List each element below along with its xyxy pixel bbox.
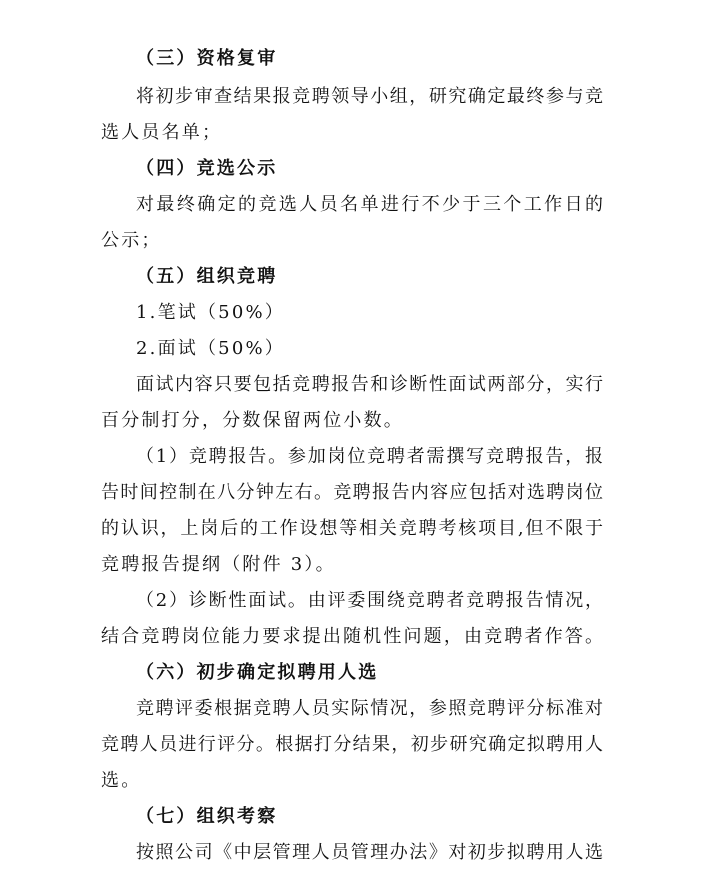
- paragraph-line: 竞聘人员进行评分。根据打分结果，初步研究确定拟聘用人: [101, 734, 603, 755]
- section-heading-preliminary-candidates: （六）初步确定拟聘用人选: [136, 662, 379, 683]
- paragraph-line: 选人员名单；: [101, 122, 223, 143]
- paragraph-line: 的认识，上岗后的工作设想等相关竞聘考核项目,但不限于: [101, 518, 603, 539]
- list-item-interview: 2.面试（50%）: [136, 338, 285, 359]
- paragraph-line: 选。: [101, 770, 142, 791]
- paragraph-line: 对最终确定的竞选人员名单进行不少于三个工作日的: [136, 194, 603, 215]
- paragraph-line: 告时间控制在八分钟左右。竞聘报告内容应包括对选聘岗位: [101, 482, 603, 503]
- section-heading-organize-competition: （五）组织竞聘: [136, 266, 278, 287]
- list-item-written-test: 1.笔试（50%）: [136, 302, 285, 323]
- paragraph-line: （1）竞聘报告。参加岗位竞聘者需撰写竞聘报告，报: [136, 446, 603, 467]
- paragraph-line: 将初步审查结果报竞聘领导小组，研究确定最终参与竞: [136, 86, 603, 107]
- section-heading-public-notice: （四）竞选公示: [136, 158, 278, 179]
- paragraph-line: 竞聘报告提纲（附件 3）。: [101, 554, 336, 575]
- paragraph-line: （2）诊断性面试。由评委围绕竞聘者竞聘报告情况，: [136, 590, 603, 611]
- section-heading-organize-inspection: （七）组织考察: [136, 806, 278, 827]
- paragraph-line: 按照公司《中层管理人员管理办法》对初步拟聘用人选: [136, 842, 603, 863]
- section-heading-qualification-review: （三）资格复审: [136, 48, 278, 69]
- paragraph-line: 竞聘评委根据竞聘人员实际情况，参照竞聘评分标准对: [136, 698, 603, 719]
- paragraph-line: 结合竞聘岗位能力要求提出随机性问题，由竞聘者作答。: [101, 626, 603, 647]
- paragraph-line: 面试内容只要包括竞聘报告和诊断性面试两部分，实行: [136, 374, 603, 395]
- paragraph-line: 百分制打分，分数保留两位小数。: [101, 410, 404, 431]
- paragraph-line: 公示；: [101, 230, 162, 251]
